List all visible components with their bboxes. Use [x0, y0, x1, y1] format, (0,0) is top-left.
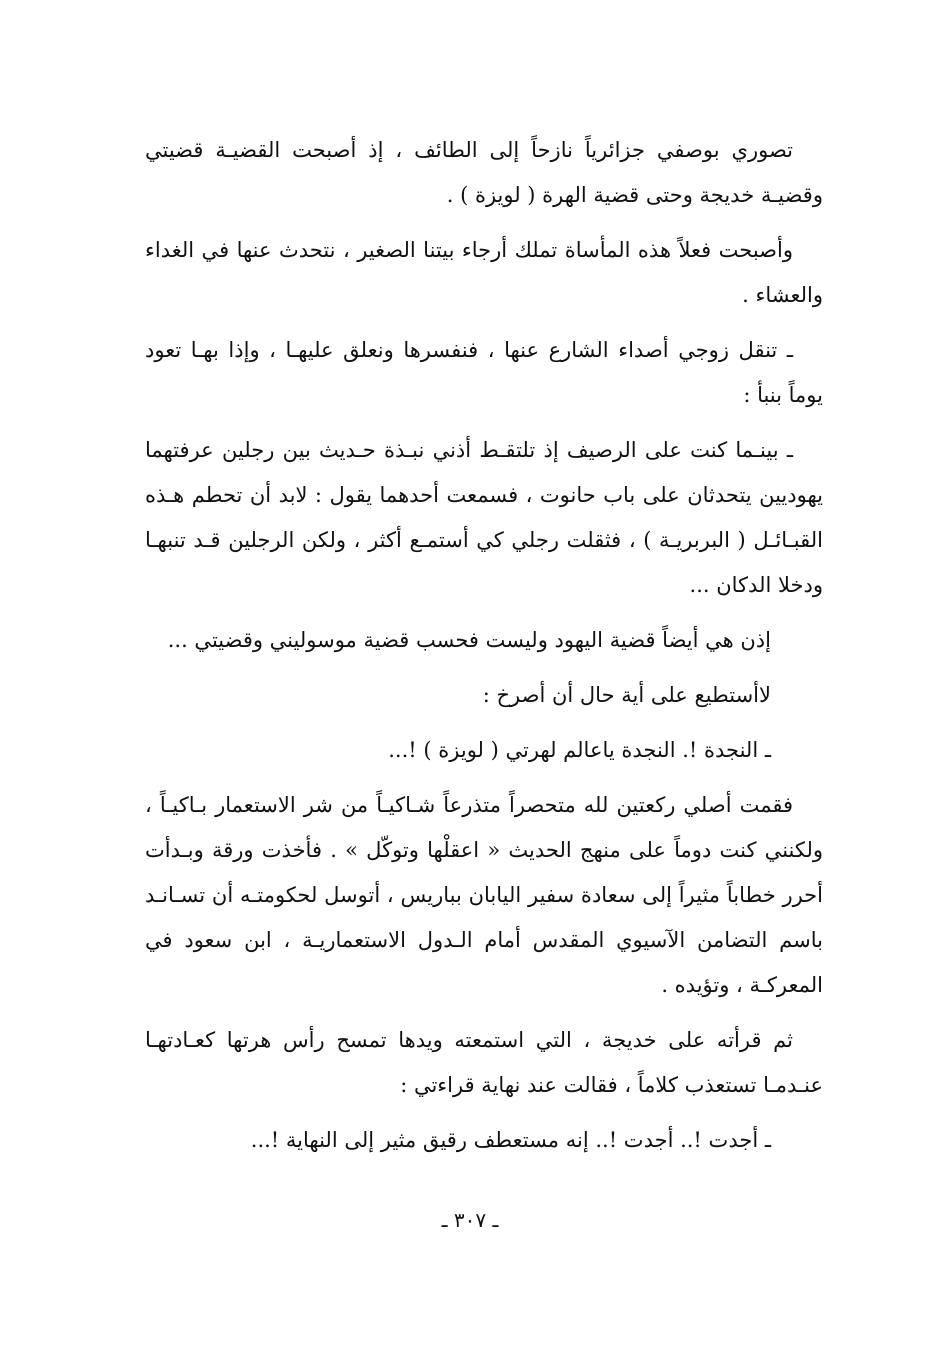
paragraph-1: تصوري بوصفي جزائرياً نازحاً إلى الطائف ، إذ أصبحت القضيـة قضيتي وقضيـة خديجة وحتى قضية الهرة ( لويزة ) .: [145, 138, 823, 207]
paragraph-9: ثم قرأته على خديجة ، التي استمعته ويدها تمسح رأس هرتها كعـادتهـا عنـدمـا تستعذب كلاماً ، فقالت عند نهاية قراءتي :: [145, 1028, 823, 1097]
page-number: ـ ٣٠٧ ـ: [441, 1208, 499, 1232]
paragraph-4: ـ بينـما كنت على الرصيف إذ تلتقـط أذني نبـذة حـديث بين رجلين عرفتهما يهوديين يتحدثان على باب حانوت ، فسمعت أحدهما يقول : لابد أن تحطم هـذه القبـائـل ( البربريـة ) ، فثقلت رجلي كي أستمـع أكثر ، ولكن الرجلين قـد تنبهـا ودخلا الدكان ...: [145, 438, 823, 597]
paragraph-6: لاأستطيع على أية حال أن أصرخ :: [482, 683, 771, 707]
paragraph-10: ـ أجدت !.. أجدت !.. إنه مستعطف رقيق مثير إلى النهاية !...: [250, 1128, 771, 1152]
paragraph-2: وأصبحت فعلاً هذه المأساة تملك أرجاء بيتنا الصغير ، نتحدث عنها في الغداء والعشاء .: [145, 238, 823, 307]
body-text: [145, 128, 823, 1173]
paragraph-7: ـ النجدة !. النجدة ياعالم لهرتي ( لويزة ) !...: [388, 738, 771, 762]
paragraph-8: فقمت أصلي ركعتين لله متحصراً متذرعاً شـاكيـاً من شر الاستعمار بـاكيـاً ، ولكنني كنت دوماً على منهج الحديث « اعقلْها وتوكّل » . فأخذت ورقة وبـدأت أحرر خطاباً مثيراً إلى سعادة سفير اليابان بباريس ، أتوسل لحكومتـه أن تسـانـد باسم التضامن الآسيوي المقدس أمام الـدول الاستعماريـة ، ابن سعود في المعركـة ، وتؤيده .: [145, 793, 823, 997]
paragraph-3: ـ تنقل زوجي أصداء الشارع عنها ، فنفسرها ونعلق عليهـا ، وإذا بهـا تعود يوماً بنبأ :: [145, 338, 823, 407]
paragraph-5: إذن هي أيضاً قضية اليهود وليست فحسب قضية موسوليني وقضيتي ...: [167, 628, 771, 652]
